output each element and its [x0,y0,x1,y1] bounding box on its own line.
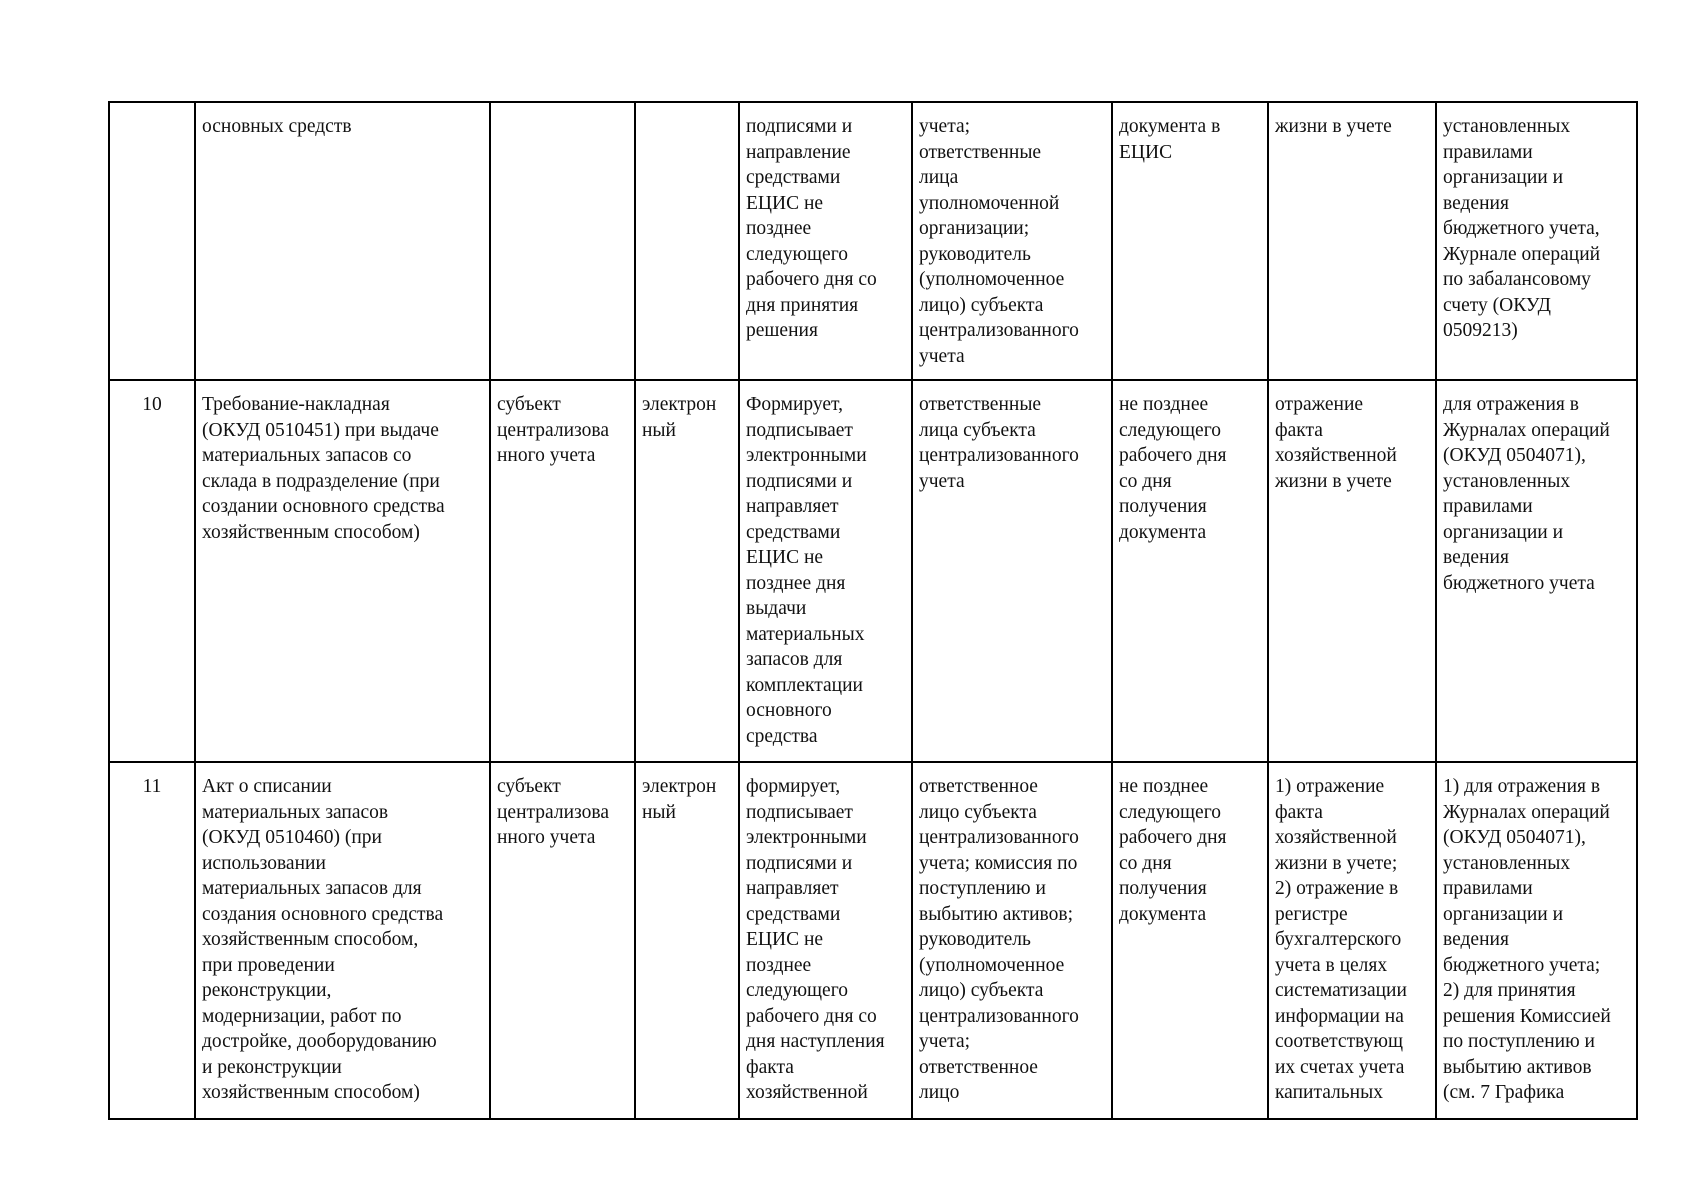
document-creator [490,102,635,380]
document-format [635,102,739,380]
processing-deadline: не позднее следующего рабочего дня со дня получения документа [1112,380,1268,762]
accounting-reflection: жизни в учете [1268,102,1436,380]
processing-deadline: документа в ЕЦИС [1112,102,1268,380]
document-format: электрон ный [635,762,739,1119]
action-description: Формирует, подписывает электронными подписями и направляет средствами ЕЦИС не позднее дня выдачи материальных запасов для комплектации основного средства [739,380,912,762]
document-creator: субъект централизова нного учета [490,380,635,762]
processing-deadline: не позднее следующего рабочего дня со дня получения документа [1112,762,1268,1119]
accounting-reflection: 1) отражение факта хозяйственной жизни в учете; 2) отражение в регистре бухгалтерского учета в целях систематизации информации на соответствующ их счетах учета капитальных [1268,762,1436,1119]
responsible-persons: учета; ответственные лица уполномоченной организации; руководитель (уполномоченное лицо) субъекта централизованного учета [912,102,1112,380]
responsible-persons: ответственное лицо субъекта централизованного учета; комиссия по поступлению и выбытию активов; руководитель (уполномоченное лицо) субъекта централизованного учета; ответственное лицо [912,762,1112,1119]
document-name: основных средств [195,102,490,380]
action-description: формирует, подписывает электронными подписями и направляет средствами ЕЦИС не позднее следующего рабочего дня со дня наступления факта хозяйственной [739,762,912,1119]
document-purpose: 1) для отражения в Журналах операций (ОКУД 0504071), установленных правилами организации и ведения бюджетного учета; 2) для принятия решения Комиссией по поступлению и выбытию активов (см. 7 Графика [1436,762,1637,1119]
row-number: 10 [109,380,195,762]
table-row [109,762,1637,1119]
responsible-persons: ответственные лица субъекта централизованного учета [912,380,1112,762]
document-purpose: для отражения в Журналах операций (ОКУД 0504071), установленных правилами организации и ведения бюджетного учета [1436,380,1637,762]
row-number: 11 [109,762,195,1119]
document-creator: субъект централизова нного учета [490,762,635,1119]
accounting-reflection: отражение факта хозяйственной жизни в учете [1268,380,1436,762]
action-description: подписями и направление средствами ЕЦИС не позднее следующего рабочего дня со дня принятия решения [739,102,912,380]
document-name: Требование-накладная (ОКУД 0510451) при выдаче материальных запасов со склада в подразделение (при создании основного средства хозяйственным способом) [195,380,490,762]
document-format: электрон ный [635,380,739,762]
row-number [109,102,195,380]
document-name: Акт о списании материальных запасов (ОКУД 0510460) (при использовании материальных запасов для создания основного средства хозяйственным способом, при проведении реконструкции, модернизации, работ по достройке, дооборудованию и реконструкции хозяйственным способом) [195,762,490,1119]
table-row [109,380,1637,762]
document-flow-table [108,101,1638,1120]
table-row [109,102,1637,380]
document-purpose: установленных правилами организации и ведения бюджетного учета, Журнале операций по забалансовому счету (ОКУД 0509213) [1436,102,1637,380]
